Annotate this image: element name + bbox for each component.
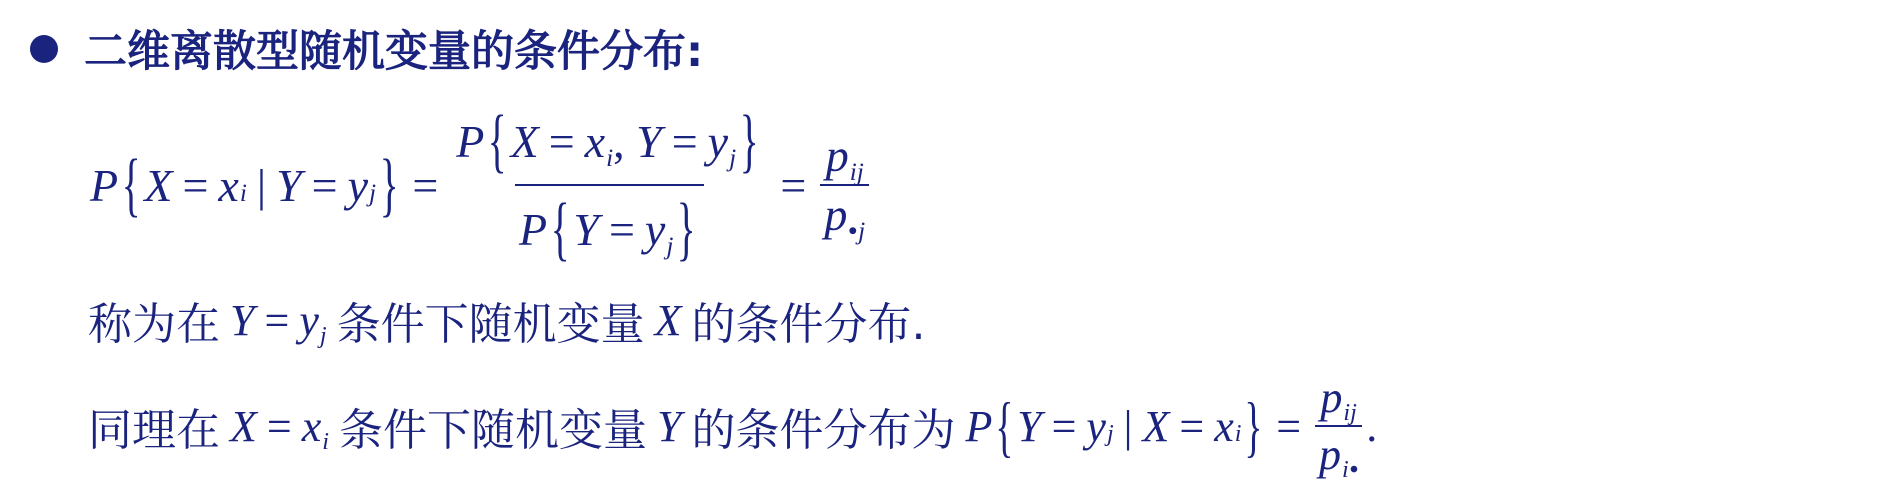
conditional-y-given-x-formula: P { Y = y j | X = x i } = $\frac{\text{pij}}{pi•}$ . <box>965 373 1378 483</box>
statement-middle: 条件下随机变量 <box>336 299 645 350</box>
statement-prefix: 同理在 <box>88 405 220 456</box>
conditional-distribution-formula: P { X = x i | Y = y j } = $\frac{P\{X = xi, Y = yj\}}{P\{Y = yj\}}$ = $\frac{\text{pij}}{p•j}$ <box>90 100 873 270</box>
probability-ratio-fraction: $\frac{\text{pij}}{p•j}$ <box>820 129 869 241</box>
statement-line-x-condition <box>88 372 1387 483</box>
variable-x: X <box>654 295 682 345</box>
statement-prefix: 称为在 <box>88 299 220 350</box>
statement-suffix: 的条件分布. <box>691 299 926 350</box>
section-heading: 二维离散型随机变量的条件分布: <box>84 27 704 77</box>
statement-line-y-condition <box>88 288 925 352</box>
joint-over-marginal-fraction: $\frac{P\{X = xi, Y = yj\}}{P\{Y = yj\}}$ <box>456 101 759 268</box>
row-probability-fraction: $\frac{\text{pij}}{pi•}$ <box>1315 372 1362 480</box>
statement-suffix: 的条件分布为 <box>691 405 956 456</box>
condition-y-equals-yj: Y = yj <box>230 295 327 349</box>
statement-middle: 条件下随机变量 <box>338 405 647 456</box>
variable-y: Y <box>656 401 682 451</box>
condition-x-equals-xi: X = xi <box>230 401 329 455</box>
bullet-icon <box>30 35 58 63</box>
heading-row <box>30 18 703 79</box>
